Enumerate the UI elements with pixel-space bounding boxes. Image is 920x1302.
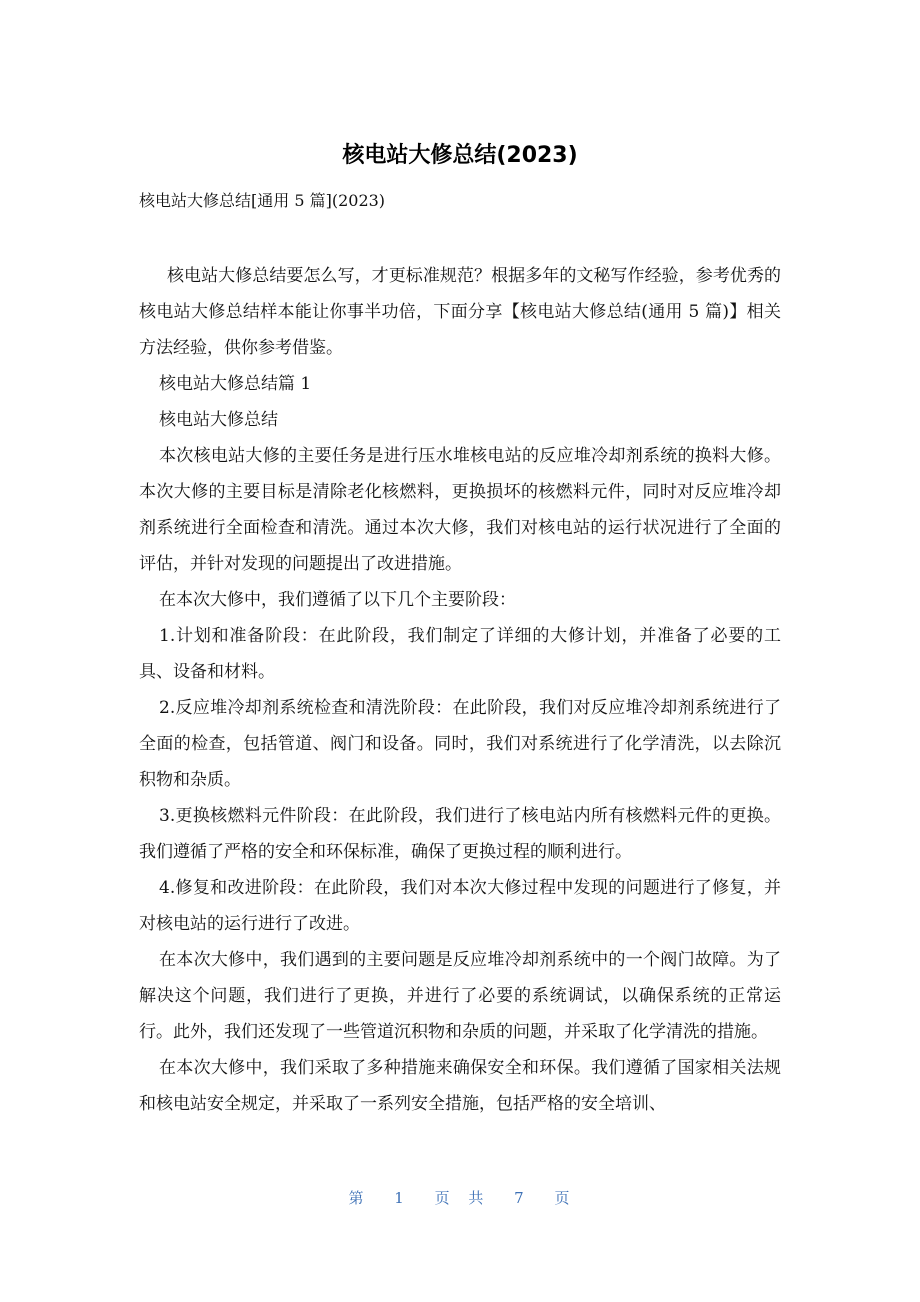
- list-item: 1.计划和准备阶段：在此阶段，我们制定了详细的大修计划，并准备了必要的工具、设备和材料。: [139, 626, 781, 682]
- footer-label-page: 第: [348, 1189, 366, 1207]
- footer-total-pages: 7: [514, 1189, 526, 1207]
- footer-current-page: 1: [394, 1189, 406, 1207]
- footer-label-of: 页 共: [434, 1189, 486, 1207]
- body-paragraph: 在本次大修中，我们采取了多种措施来确保安全和环保。我们遵循了国家相关法规和核电站安全规定，并采取了一系列安全措施，包括严格的安全培训、: [139, 1058, 781, 1114]
- document-body: [139, 258, 781, 1122]
- footer-label-pages: 页: [554, 1189, 572, 1207]
- intro-paragraph: 核电站大修总结要怎么写，才更标准规范？根据多年的文秘写作经验，参考优秀的核电站大修总结样本能让你事半功倍，下面分享【核电站大修总结(通用 5 篇)】相关方法经验，供你参考借鉴。: [139, 266, 781, 358]
- section-subheading: 核电站大修总结: [159, 410, 278, 430]
- list-item: 3.更换核燃料元件阶段：在此阶段，我们进行了核电站内所有核燃料元件的更换。我们遵循了严格的安全和环保标准，确保了更换过程的顺利进行。: [139, 806, 781, 862]
- list-item: 2.反应堆冷却剂系统检查和清洗阶段：在此阶段，我们对反应堆冷却剂系统进行了全面的检查，包括管道、阀门和设备。同时，我们对系统进行了化学清洗，以去除沉积物和杂质。: [139, 698, 781, 790]
- body-paragraph: 在本次大修中，我们遇到的主要问题是反应堆冷却剂系统中的一个阀门故障。为了解决这个问题，我们进行了更换，并进行了必要的系统调试，以确保系统的正常运行。此外，我们还发现了一些管道沉积物和杂质的问题，并采取了化学清洗的措施。: [139, 950, 781, 1042]
- list-item: 4.修复和改进阶段：在此阶段，我们对本次大修过程中发现的问题进行了修复，并对核电站的运行进行了改进。: [139, 878, 781, 934]
- document-title: 核电站大修总结(2023): [342, 143, 578, 168]
- page-footer: [0, 1186, 920, 1210]
- body-paragraph: 本次核电站大修的主要任务是进行压水堆核电站的反应堆冷却剂系统的换料大修。本次大修的主要目标是清除老化核燃料，更换损坏的核燃料元件，同时对反应堆冷却剂系统进行全面检查和清洗。通过本次大修，我们对核电站的运行状况进行了全面的评估，并针对发现的问题提出了改进措施。: [139, 446, 781, 574]
- body-paragraph: 在本次大修中，我们遵循了以下几个主要阶段：: [159, 590, 516, 610]
- document-subtitle: 核电站大修总结[通用 5 篇](2023): [139, 191, 386, 210]
- section-heading: 核电站大修总结篇 1: [159, 374, 312, 394]
